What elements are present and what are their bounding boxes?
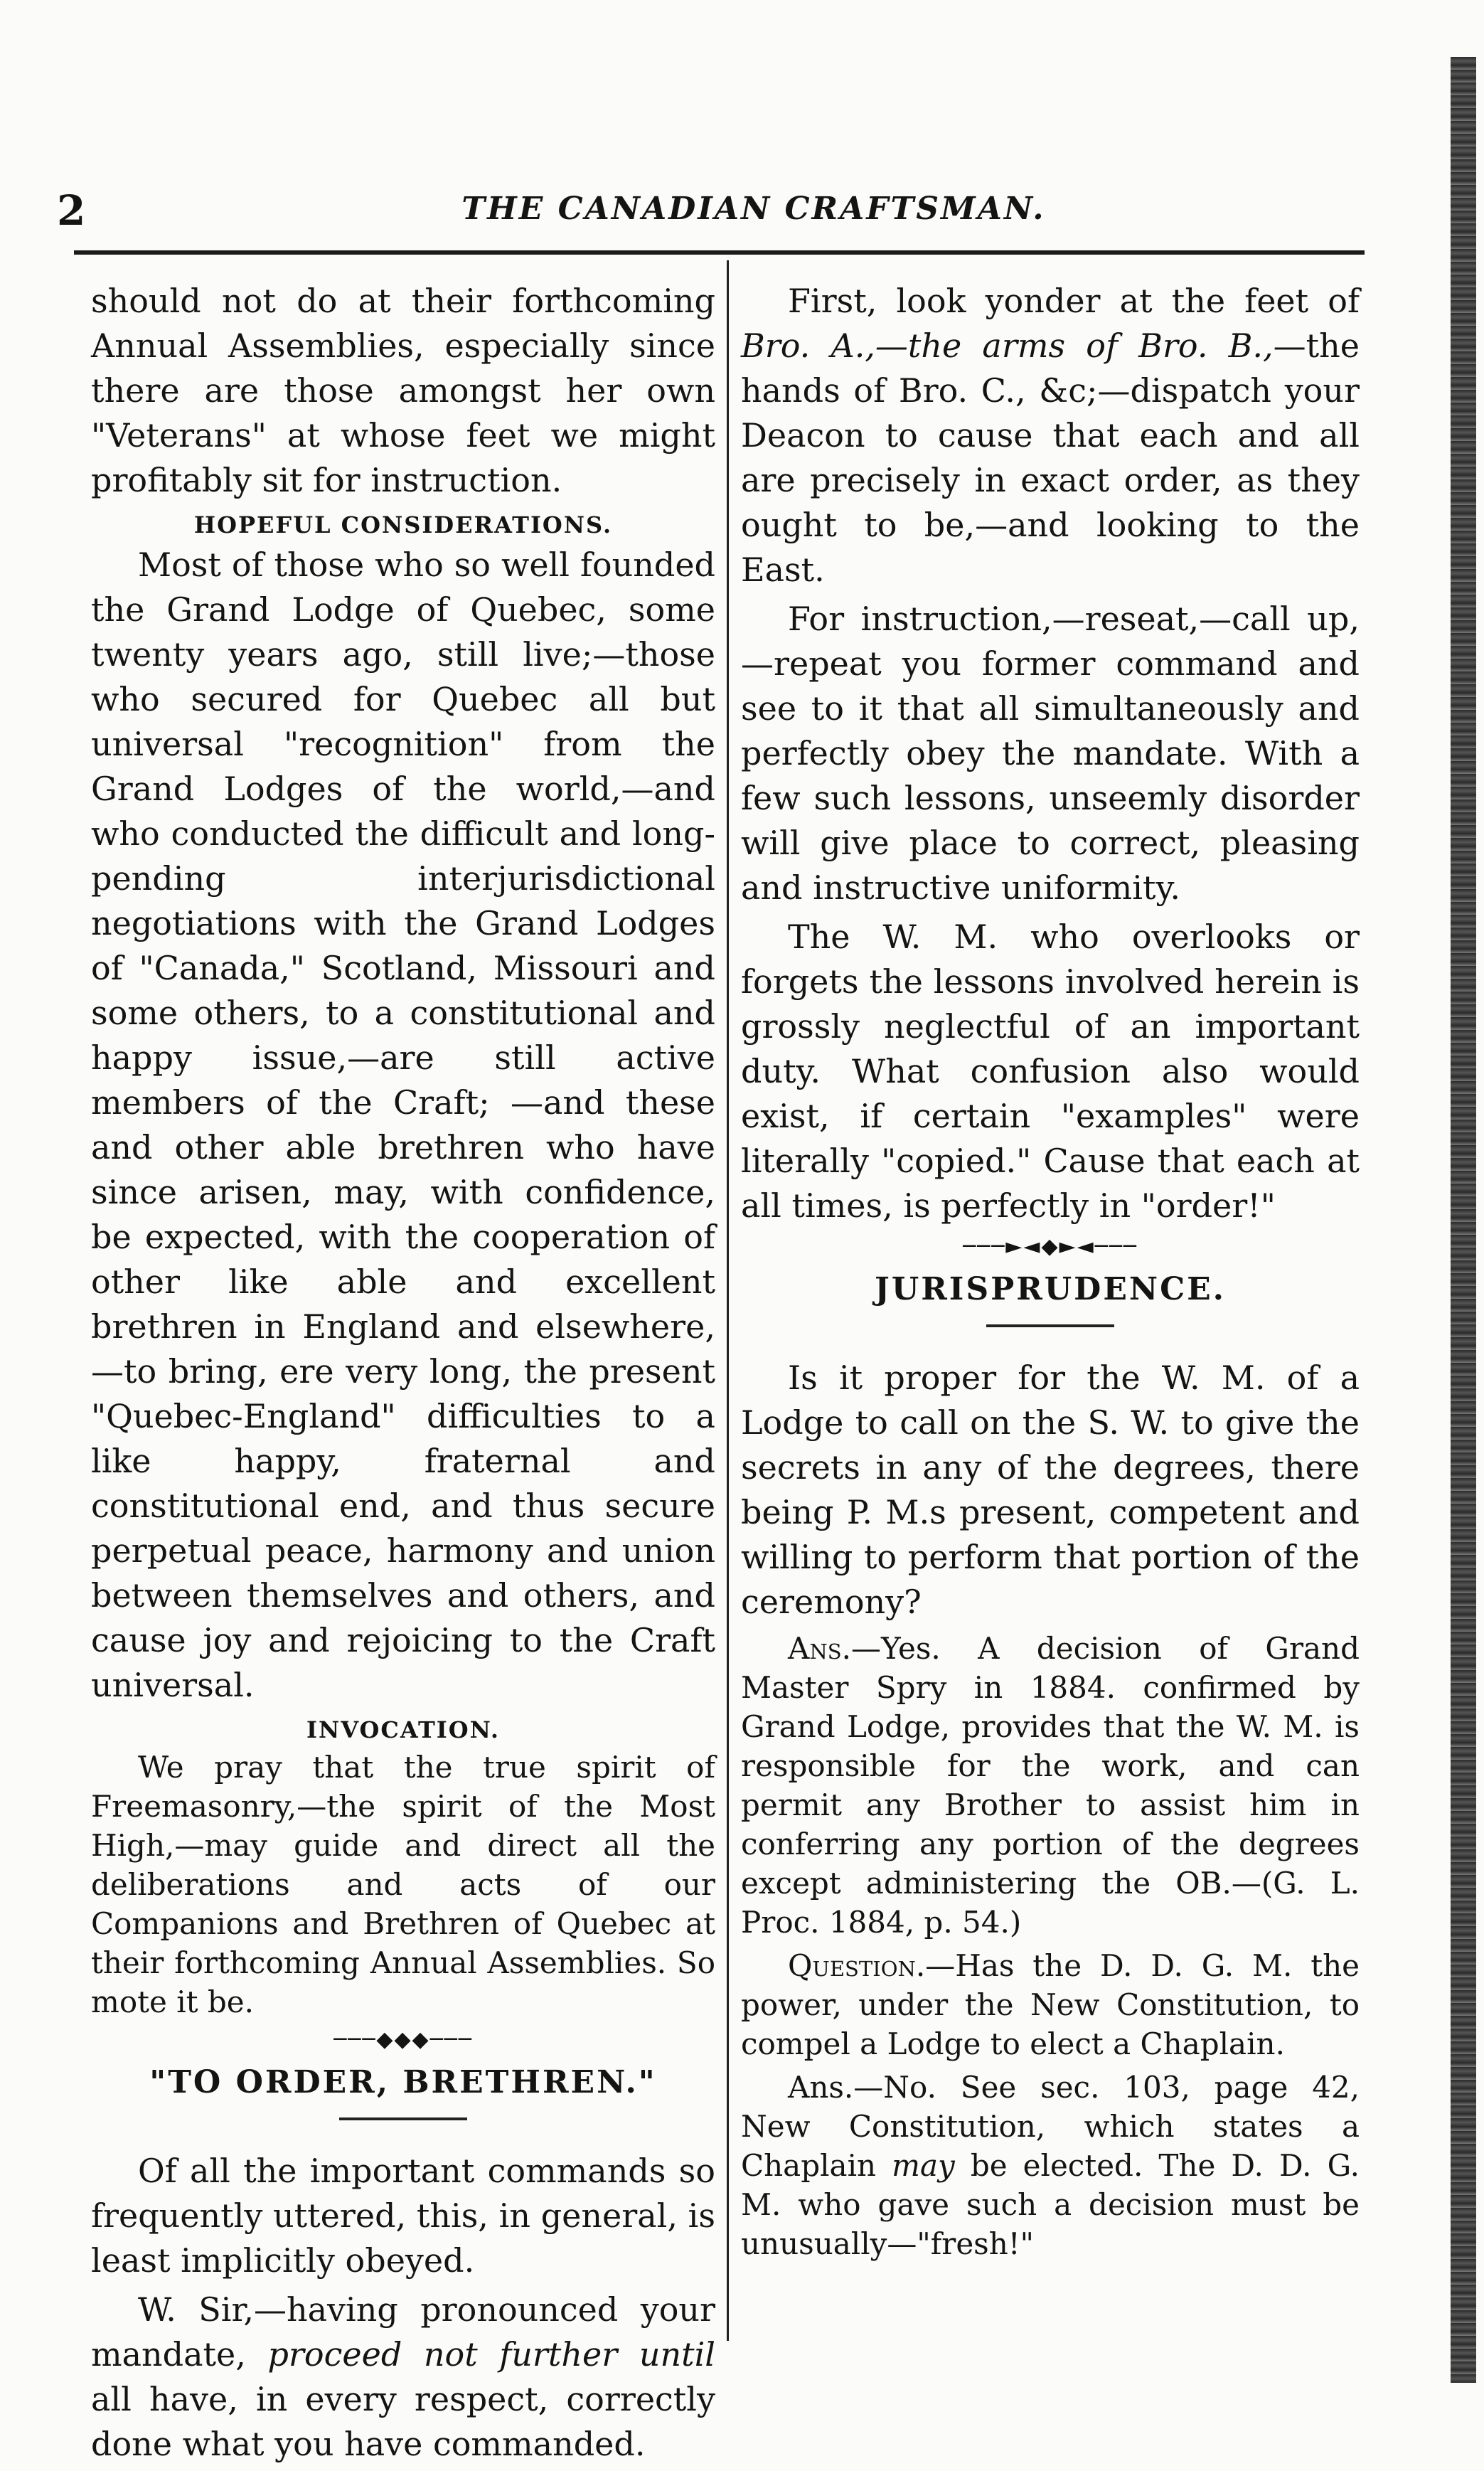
text-span: First, look yonder at the feet of [788, 282, 1360, 320]
right-column [741, 279, 1360, 2268]
question-label: Question. [788, 1948, 926, 1983]
left-paragraph-1: should not do at their forthcoming Annual Assemblies, especially since there are those amongst her own "Veterans" at whose feet we might profitably sit for instruction. [91, 282, 715, 499]
answer-1 [741, 1629, 1360, 1942]
answer-label: Ans. [788, 1631, 851, 1666]
text-span: —the hands of Bro. C., &c;—dispatch your Deacon to cause that each and all are precisely in exact order, as they ought to be,—and looking to the East. [741, 326, 1360, 589]
text-span: be elected. The D. D. G. M. who gave such a decision must be unusually—"fresh!" [741, 2148, 1360, 2261]
ornament-divider: ───►◄◆►◄─── [963, 1234, 1138, 1259]
text-span: all have, in every respect, correctly done what you have commanded. [91, 2380, 715, 2463]
right-paragraph-3: The W. M. who overlooks or forgets the lessons involved herein is grossly neglectful of an important duty. What confusion also would exist, if certain "examples" were literally "copied." Cause that each at all times, is perfectly in "order!" [741, 918, 1360, 1225]
page-number: 2 [57, 186, 86, 235]
column-divider [727, 260, 729, 2341]
italic-text: proceed not further until [267, 2335, 715, 2374]
left-paragraph-5 [91, 2287, 715, 2467]
left-paragraph-2: Most of those who so well founded the Grand Lodge of Quebec, some twenty years ago, still live;—those who secured for Quebec all but universal "recognition" from the Grand Lodges of the world,—and who conducted the difficult and long-pending interjurisdictional negotiations with the Grand Lodges of "Canada," Scotland, Missouri and some others, to a constitutional and happy issue,—are still active members of the Craft; —and these and other able brethren who have since arisen, may, with confidence, be expected, with the cooperation of other like able and excellent brethren in England and elsewhere,—to bring, ere very long, the present "Quebec-England" difficulties to a like happy, fraternal and constitutional end, and thus secure perpetual peace, harmony and union between themselves and others, and cause joy and rejoicing to the Craft universal. [91, 546, 715, 1704]
answer-2 [741, 2068, 1360, 2263]
ornament-divider: ───◆◆◆─── [333, 2027, 473, 2052]
left-column [91, 279, 715, 2471]
text-span: —Has the D. D. G. M. the power, under the New Constitution, to compel a Lodge to elect a Chaplain. [741, 1948, 1360, 2061]
running-head: THE CANADIAN CRAFTSMAN. [461, 191, 1046, 227]
text-span: Ans.—No. See sec. 103, page 42, New Constitution, which states a Chaplain [741, 2070, 1360, 2183]
heading-invocation: INVOCATION. [306, 1716, 500, 1743]
heading-hopeful-considerations: HOPEFUL CONSIDERATIONS. [193, 511, 613, 538]
text-span: W. Sir,—having pronounced your mandate, [91, 2290, 715, 2374]
italic-text: Bro. A.,—the arms of Bro. B., [741, 326, 1274, 365]
title-underline [986, 1324, 1114, 1327]
left-paragraph-4: Of all the important commands so frequently uttered, this, in general, is least implicitly obeyed. [91, 2152, 715, 2280]
left-paragraph-3: We pray that the true spirit of Freemasonry,—the spirit of the Most High,—may guide and direct all the deliberations and acts of our Companions and Brethren of Quebec at their forthcoming Annual Assemblies. So mote it be. [91, 1750, 715, 2019]
header-rule [74, 250, 1365, 255]
text-span: —Yes. A decision of Grand Master Spry in 1884. confirmed by Grand Lodge, provides that the W. M. is responsible for the work, and can permit any Brother to assist him in conferring any portion of the degrees except administering the OB.—(G. L. Proc. 1884, p. 54.) [741, 1631, 1360, 1940]
question-2 [741, 1946, 1360, 2063]
title-jurisprudence: JURISPRUDENCE. [875, 1271, 1226, 1307]
title-underline [339, 2117, 467, 2120]
italic-text: may [892, 2148, 955, 2183]
question-1: Is it proper for the W. M. of a Lodge to call on the S. W. to give the secrets in any of the degrees, there being P. M.s present, competent and willing to perform that portion of the ceremony? [741, 1359, 1360, 1621]
page-edge [1451, 57, 1476, 2383]
right-paragraph-1 [741, 279, 1360, 592]
right-paragraph-2: For instruction,—reseat,—call up, —repeat you former command and see to it that all simultaneously and perfectly obey the mandate. With a few such lessons, unseemly disorder will give place to correct, pleasing and instructive uniformity. [741, 600, 1360, 907]
title-to-order-brethren: "TO ORDER, BRETHREN." [149, 2064, 657, 2100]
